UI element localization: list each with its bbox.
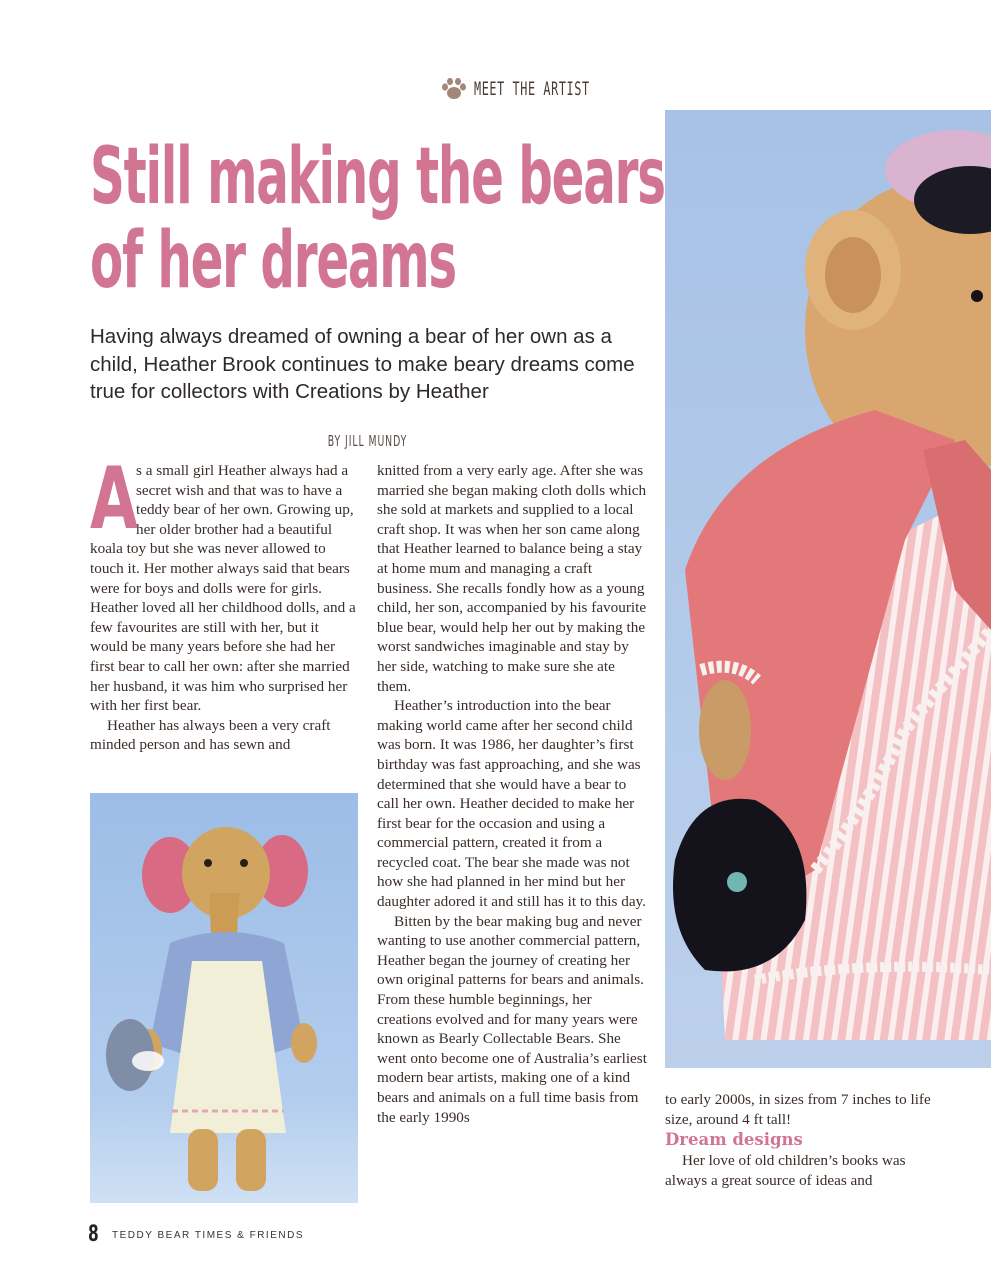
- paragraph: Heather’s introduction into the bear making world came after her second child was born. It was 1986, her daughter’s first birthday was fast approaching, and she was determined that she would have a bear to call her own. Heather decided to make her first bear for the occasion and using a commercial pattern, created it from a recycled coat. The bear she made was not how she had planned in her mind but her daughter adored it and still has it to this day.: [377, 697, 646, 911]
- section-tag: [440, 74, 661, 104]
- paragraph: [90, 449, 360, 716]
- standfirst: Having always dreamed of owning a bear of her own as a child, Heather Brook continues to make beary dreams come true for collectors with Creations by Heather: [90, 325, 635, 403]
- photo-elephant-doll: [90, 793, 358, 1203]
- headline-line-1: Still making the bears: [90, 132, 665, 222]
- drop-cap: A: [90, 449, 138, 549]
- publication-title: TEDDY BEAR TIMES & FRIENDS: [112, 1230, 304, 1241]
- byline: BY JILL MUNDY: [327, 432, 408, 450]
- paragraph: Bitten by the bear making bug and never wanting to use another commercial pattern, Heather began the journey of creating her own original patterns for bears and animals. From these humble beginnings, her creations evolved and for many years were known as Bearly Collectable Bears. She went onto become one of Australia’s earliest modern bear artists, making one of a kind bears and animals on a full time basis from the early 1990s: [377, 912, 647, 1126]
- body-column-3: [665, 1090, 940, 1190]
- article-headline: [90, 132, 665, 306]
- page-number: 8: [88, 1222, 99, 1247]
- section-tag-label: MEET THE ARTIST: [474, 78, 590, 100]
- paw-icon: [440, 77, 468, 101]
- subheading: Dream designs: [665, 1130, 803, 1150]
- paragraph: Her love of old children’s books was always a great source of ideas and: [665, 1152, 906, 1189]
- paragraph: Heather has always been a very craft minded person and has sewn and: [90, 716, 331, 754]
- body-column-2: [377, 461, 649, 1127]
- headline-line-2: of her dreams: [90, 216, 456, 306]
- paragraph: to early 2000s, in sizes from 7 inches to life size, around 4 ft tall!: [665, 1091, 931, 1128]
- paragraph-text: s a small girl Heather always had a secret wish and that was to have a teddy bear of her own. Growing up, her older brother had a beautiful koala toy but she was never allowed to touch it. Her mother always said that bears were for boys and dolls were for girls. Heather loved all her childhood dolls, and a few favourites are still with her, but it would be many years before she had her first bear to call her own: after she married her husband, it was him who surprised her with her first bear.: [90, 462, 356, 715]
- body-column-1: [90, 449, 360, 755]
- photo-mouse-in-dress: [665, 110, 991, 1068]
- paragraph: knitted from a very early age. After she was married she began making cloth dolls which she sold at markets and supplied to a local craft shop. It was when her son came along that Heather learned to balance being a stay at home mum and managing a craft business. She recalls fondly how as a young child, her son, accompanied by his favourite blue bear, would help her out by making the worst sandwiches imaginable and stay by her side, watching to make sure she ate them.: [377, 462, 647, 695]
